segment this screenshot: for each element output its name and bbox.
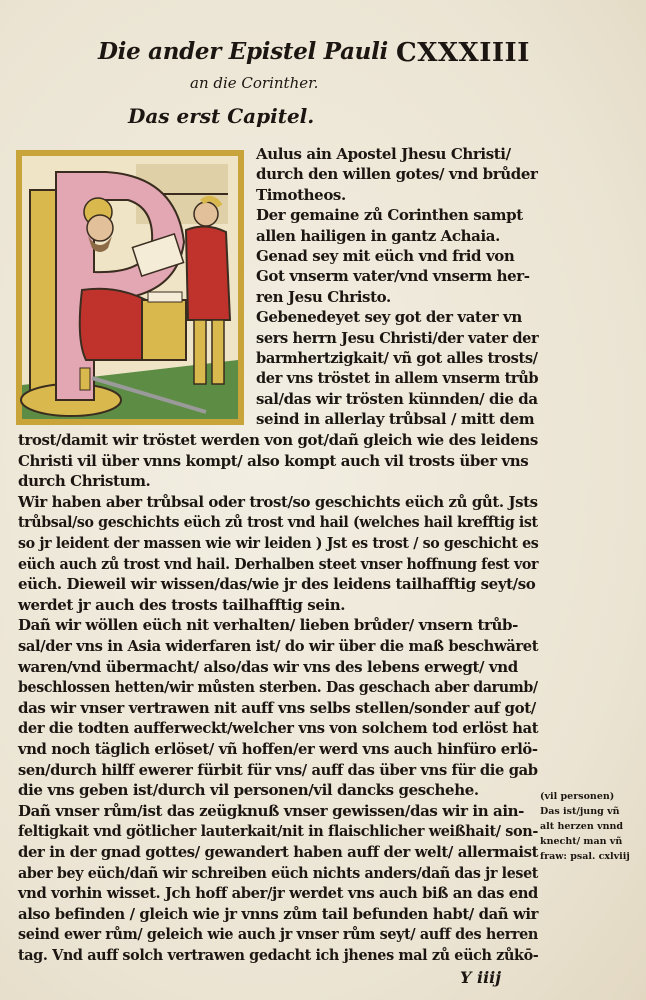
margin-note-line: alt herzen vnnd (540, 821, 624, 832)
text-line: der die todten aufferweckt/welcher vns von solchem tod erlöst hat (18, 719, 539, 738)
text-line: die vns geben ist/durch vil personen/vil dancks geschehe. (18, 781, 479, 800)
text-line: eüch. Dieweil wir wissen/das/wie jr des leidens tailhafftig seyt/so (18, 575, 536, 594)
text-line: trost/damit wir tröstet werden von got/dañ gleich wie des leidens (18, 431, 538, 449)
text-line: seind ewer rům/ geleich wie auch jr vnser rům seyt/ auff des herren (18, 925, 538, 944)
text-line: beschlossen hetten/wir můsten sterben. Das geschach aber darumb/ (18, 678, 538, 697)
text-line: Wir haben aber trůbsal oder trost/so geschichts eüch zů gůt. Jsts (18, 492, 538, 511)
text-line: durch den willen gotes/ vnd brůder (256, 165, 538, 184)
margin-note-line: fraw: psal. cxlviij (540, 851, 630, 862)
text-line: so jr leident der massen wie wir leiden ) Jst es trost / so geschicht es (18, 534, 539, 552)
text-line: Der gemaine zů Corinthen sampt (256, 206, 523, 225)
text-line: waren/vnd übermacht/ also/das wir vns des lebens erwegt/ vnd (18, 657, 518, 676)
text-line: vnd vorhin wisset. Jch hoff aber/jr werdet vns auch biß an das end (18, 884, 538, 903)
margin-note-line: Das ist/jung vñ (540, 806, 620, 817)
text-line: ren Jesu Christo. (256, 287, 391, 306)
text-line: also befinden / gleich wie jr vnns zům tail befunden habt/ dañ wir (18, 904, 539, 923)
text-line: durch Christum. (18, 472, 151, 491)
running-subtitle: an die Corinther. (190, 74, 319, 92)
text-line: vnd noch täglich erlöset/ vñ hoffen/er werd vns auch hinfüro erlö- (18, 740, 538, 758)
text-line: eüch auch zů trost vnd hail. Derhalben steet vnser hoffnung fest vor (18, 554, 539, 573)
text-line: sers herrn Jesu Christi/der vater der (256, 328, 539, 347)
chapter-heading: Das erst Capitel. (128, 104, 315, 128)
text-line: allen hailigen in gantz Achaia. (256, 226, 500, 245)
text-line: tag. Vnd auff solch vertrawen gedacht ich jhenes mal zů eüch zůkō- (18, 946, 539, 964)
margin-note-line: knecht/ man vñ (540, 836, 623, 847)
text-line: trůbsal/so geschichts eüch zů trost vnd hail (welches hail krefftig ist (18, 513, 538, 532)
text-line: der in der gnad gottes/ gewandert haben auff der welt/ allermaist (18, 843, 539, 861)
signature-mark: Y iiij (460, 968, 502, 987)
text-line: seind in allerlay trůbsal / mitt dem (256, 410, 535, 429)
text-line: Aulus ain Apostel Jhesu Christi/ (256, 145, 511, 163)
text-line: Genad sey mit eüch vnd frid von (256, 247, 515, 265)
text-line: der vns tröstet in allem vnserm trůb (256, 369, 539, 388)
folio-number: CXXXIIII (396, 38, 530, 68)
text-line: Dañ wir wöllen eüch nit verhalten/ lieben brůder/ vnsern trůb- (18, 616, 518, 635)
text-line: Gebenedeyet sey got der vater vn (256, 308, 522, 327)
text-line: Got vnserm vater/vnd vnserm her- (256, 267, 530, 286)
text-line: werdet jr auch des trosts tailhafftig sein. (18, 595, 346, 614)
text-line: sal/der vns in Asia widerfaren ist/ do wir über die maß beschwäret (18, 637, 539, 655)
text-line: Dañ vnser rům/ist das zeügknuß vnser gewissen/das wir in ain- (18, 801, 524, 820)
decorated-initial-p (16, 150, 244, 425)
text-line: aber bey eüch/dañ wir schreiben eüch nichts anders/dañ das jr leset (18, 863, 539, 882)
text-line: sal/das wir trösten künnden/ die da (256, 389, 538, 408)
text-line: das wir vnser vertrawen nit auff vns selbs stellen/sonder auf got/ (18, 698, 536, 717)
margin-note-line: (vil personen) (540, 791, 615, 802)
text-line: Timotheos. (256, 185, 346, 204)
text-line: sen/durch hilff ewerer fürbit für vns/ auff das über vns für die gab (18, 760, 538, 779)
text-line: Christi vil über vnns kompt/ also kompt auch vil trosts über vns (18, 451, 529, 470)
text-line: feltigkait vnd götlicher lauterkait/nit in flaischlicher weißhait/ son- (18, 822, 538, 841)
running-title: Die ander Epistel Pauli (98, 38, 388, 65)
text-line: barmhertzigkait/ vñ got alles trosts/ (256, 349, 538, 367)
